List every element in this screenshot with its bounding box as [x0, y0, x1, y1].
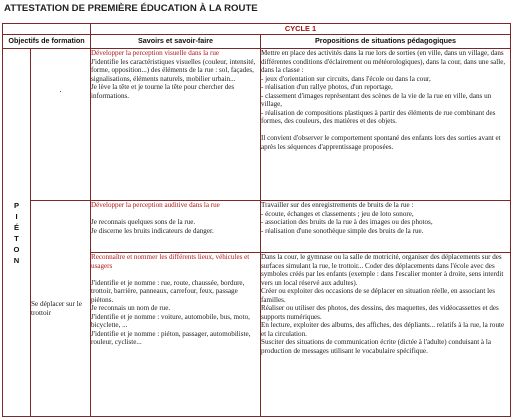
savoir-line: J'identifie et je nomme : rue, route, chaussée, bordure, trottoir, barrière, panneaux, carrefour, feux, passage piétons. — [91, 278, 245, 304]
pieton-letter: N — [13, 255, 20, 265]
pieton-letter: P — [13, 200, 20, 210]
paragraph-gap — [91, 210, 260, 219]
header-savoirs: Savoirs et savoir-faire — [91, 35, 261, 49]
proposition-line: Dans la cour, le gymnase ou la salle de motricité, organiser des déplacements sur des surfaces simulant la rue, le trottoir... Coder des déplacements dans l'école avec des symboles créés par les enfants (exemple : dans l'escalier monter à droite, sens interdit vers un local réservé aux adultes). — [261, 253, 504, 287]
savoir-title: Développer la perception visuelle dans la rue — [91, 49, 220, 57]
pieton-letter: É — [13, 222, 20, 232]
savoir-title: Reconnaître et nommer les différents lieux, véhicules et usagers — [91, 253, 250, 270]
header-propositions: Propositions de situations pédagogiques — [261, 35, 511, 49]
propositions-cell-auditive — [261, 201, 511, 253]
header-row — [3, 35, 511, 49]
proposition-line: Créer ou exploiter des occasions de se déplacer en situation réelle, en associant les familles. — [261, 287, 496, 304]
proposition-line: En lecture, exploiter des albums, des affiches, des dépliants... relatifs à la rue, la route et la circulation. — [261, 321, 505, 338]
cycle-blank-cell — [3, 24, 91, 35]
paragraph-gap — [261, 126, 510, 135]
attestation-table — [2, 23, 511, 417]
cycle-row — [3, 24, 511, 35]
savoir-title: Développer la perception auditive dans la rue — [91, 201, 220, 209]
proposition-line: - classement d'images représentant des scènes de la vie de la rue en ville, dans un village, — [261, 91, 492, 108]
proposition-line: Il convient d'observer le comportement spontané des enfants lors des sorties avant et après les séquences d'apprentissage proposées. — [261, 134, 501, 151]
objectif-cell: Se déplacer sur le trottoir — [31, 201, 91, 417]
proposition-line: - réalisation d'une sonothèque simple des bruits de la rue. — [261, 226, 424, 235]
section-row-auditive — [3, 201, 511, 253]
proposition-line: - écoute, échanges et classements ; jeu de loto sonore, — [261, 209, 414, 218]
savoir-line: Je reconnais quelques sons de la rue. — [91, 218, 196, 226]
pieton-letter: I — [15, 211, 18, 221]
savoir-line: Je lève la tête et je tourne la tête pour chercher des informations. — [91, 83, 235, 100]
document-title: ATTESTATION DE PREMIÈRE ÉDUCATION À LA ROUTE — [4, 3, 258, 14]
propositions-cell-visuelle — [261, 49, 511, 201]
proposition-line: Réaliser ou utiliser des photos, des dessins, des maquettes, des vidéocassettes et des supports numériques. — [261, 304, 499, 321]
proposition-line: - réalisation d'un rallye photos, d'un reportage, — [261, 83, 393, 91]
proposition-line: - association des bruits de la rue à des images ou des photos, — [261, 218, 433, 226]
header-objectifs: Objectifs de formation — [3, 35, 91, 49]
proposition-line: Mettre en place des activités dans la rue lors de sorties (en ville, dans un village, dans différentes conditions d'éclairement ou météorologiques), dans la cour, dans une salle, dans la classe : — [261, 49, 506, 74]
objectif-dot-cell — [31, 49, 91, 201]
proposition-line: Travailler sur des enregistrements de bruits de la rue : — [261, 201, 414, 209]
savoir-line: J'identifie et je nomme : voiture, automobile, bus, moto, bicyclette, ... — [91, 312, 250, 329]
paragraph-gap — [91, 270, 260, 279]
savoir-cell-visuelle — [91, 49, 261, 201]
savoir-line: Je discerne les bruits indicateurs de danger. — [91, 226, 214, 235]
savoir-line: Je reconnais un nom de rue. — [91, 304, 171, 312]
savoir-cell-lieux — [91, 253, 261, 417]
savoir-line: J'identifie et je nomme : piéton, passager, automobiliste, rouleur, cycliste... — [91, 329, 251, 346]
proposition-line: - réalisation de compositions plastiques à partir des éléments de rue combinant des formes, des couleurs, des matières et des objets. — [261, 108, 496, 125]
savoir-cell-auditive — [91, 201, 261, 253]
pieton-letter: T — [14, 233, 19, 243]
cycle-heading: CYCLE 1 — [91, 24, 511, 35]
pieton-letter: O — [13, 244, 20, 254]
propositions-cell-lieux — [261, 253, 511, 417]
proposition-line: Susciter des situations de communication écrite (dictée à l'adulte) conduisant à la production de messages utilisant le vocabulaire spécifique. — [261, 338, 491, 355]
proposition-line: - jeux d'orientation sur circuits, dans l'école ou dans la cour, — [261, 74, 431, 83]
savoir-line: J'identifie les caractéristiques visuelles (couleur, intensité, forme, opposition...) des éléments de la rue : sol, façades, signalisations, éléments naturels, mobilier urbain... — [91, 57, 256, 83]
objectif-dot: . — [59, 84, 62, 94]
pieton-vertical-label — [3, 49, 31, 417]
section-row-visuelle — [3, 49, 511, 201]
